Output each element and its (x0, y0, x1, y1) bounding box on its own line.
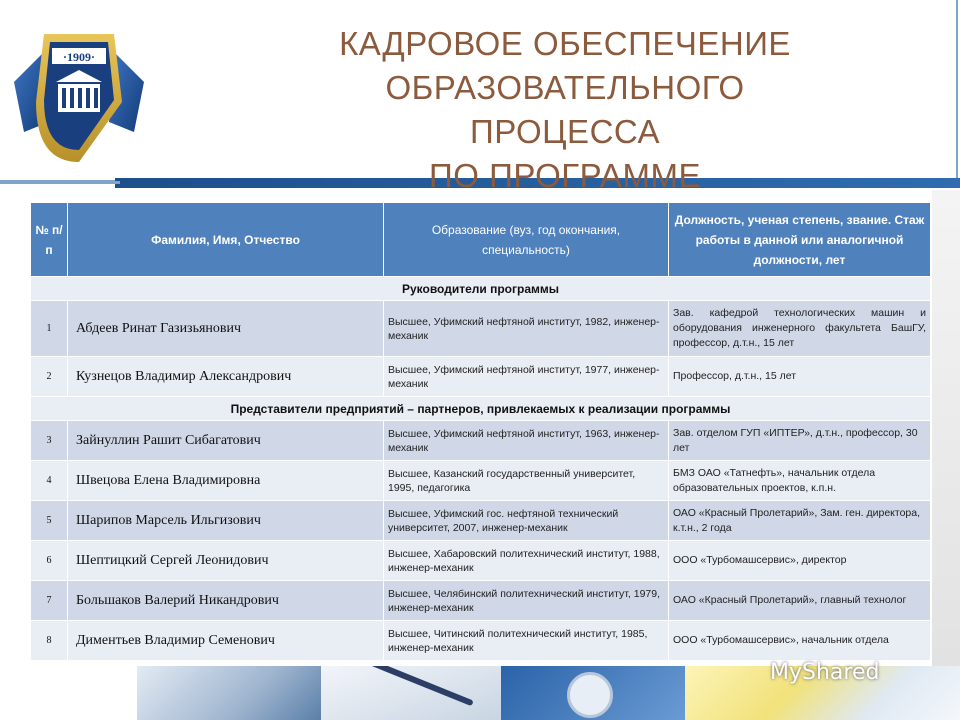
person-education: Высшее, Челябинский политехнический институт, 1979, инженер-механик (384, 581, 669, 621)
person-position: ОАО «Красный Пролетарий», Зам. ген. директора, к.т.н., 2 года (669, 501, 931, 541)
row-number: 5 (31, 501, 68, 541)
person-education: Высшее, Хабаровский политехнический институт, 1988, инженер-механик (384, 541, 669, 581)
section-title-partners: Представители предприятий – партнеров, привлекаемых к реализации программы (31, 397, 931, 421)
row-number: 8 (31, 621, 68, 661)
person-education: Высшее, Читинский политехнический институт, 1985, инженер-механик (384, 621, 669, 661)
person-name: Большаков Валерий Никандрович (68, 581, 384, 621)
person-position: ОАО «Красный Пролетарий», главный технолог (669, 581, 931, 621)
photo-laptop (137, 666, 321, 720)
table-row (31, 541, 931, 581)
university-crest-icon (4, 12, 154, 172)
stopwatch-icon (567, 672, 613, 718)
person-name: Абдеев Ринат Газизьянович (68, 301, 384, 357)
row-number: 7 (31, 581, 68, 621)
title-line-2: ОБРАЗОВАТЕЛЬНОГО ПРОЦЕССА (385, 69, 745, 150)
header-divider (0, 181, 120, 184)
person-education: Высшее, Уфимский нефтяной институт, 1963, инженер-механик (384, 421, 669, 461)
column-header-number: № п/п (31, 203, 68, 277)
table-row (31, 421, 931, 461)
person-position: ООО «Турбомашсервис», директор (669, 541, 931, 581)
person-name: Швецова Елена Владимировна (68, 461, 384, 501)
table-row (31, 357, 931, 397)
crest-year: ·1909· (62, 50, 96, 64)
table-row (31, 621, 931, 661)
table-row (31, 301, 931, 357)
staff-table (30, 202, 930, 661)
section-row-leaders (31, 277, 931, 301)
person-name: Зайнуллин Рашит Сибагатович (68, 421, 384, 461)
person-education: Высшее, Уфимский нефтяной институт, 1982, инженер-механик (384, 301, 669, 357)
page-title (290, 22, 840, 198)
table-row (31, 581, 931, 621)
person-education: Высшее, Уфимский нефтяной институт, 1977, инженер-механик (384, 357, 669, 397)
row-number: 4 (31, 461, 68, 501)
person-position: Зав. отделом ГУП «ИПТЕР», д.т.н., профессор, 30 лет (669, 421, 931, 461)
section-row-partners (31, 397, 931, 421)
person-position: Зав. кафедрой технологических машин и оборудования инженерного факультета БашГУ, профессор, д.т.н., 15 лет (669, 301, 931, 357)
section-title-leaders: Руководители программы (31, 277, 931, 301)
person-position: ООО «Турбомашсервис», начальник отдела (669, 621, 931, 661)
person-education: Высшее, Казанский государственный университет, 1995, педагогика (384, 461, 669, 501)
person-name: Шарипов Марсель Ильгизович (68, 501, 384, 541)
person-education: Высшее, Уфимский гос. нефтяной технический университет, 2007, инженер-механик (384, 501, 669, 541)
table-row (31, 461, 931, 501)
column-header-education: Образование (вуз, год окончания, специальность) (384, 203, 669, 277)
column-header-name: Фамилия, Имя, Отчество (68, 203, 384, 277)
row-number: 6 (31, 541, 68, 581)
photo-pen (321, 666, 501, 720)
row-number: 2 (31, 357, 68, 397)
person-name: Шептицкий Сергей Леонидович (68, 541, 384, 581)
title-line-3: ПО ПРОГРАММЕ (429, 157, 701, 194)
person-name: Кузнецов Владимир Александрович (68, 357, 384, 397)
row-number: 3 (31, 421, 68, 461)
slide-header (0, 0, 960, 194)
person-position: БМЗ ОАО «Татнефть», начальник отдела образовательных проектов, к.п.н. (669, 461, 931, 501)
row-number: 1 (31, 301, 68, 357)
person-position: Профессор, д.т.н., 15 лет (669, 357, 931, 397)
side-decoration (932, 190, 960, 666)
column-header-position: Должность, ученая степень, звание. Стаж работы в данной или аналогичной должности, лет (669, 203, 931, 277)
person-name: Диментьев Владимир Семенович (68, 621, 384, 661)
title-line-1: КАДРОВОЕ ОБЕСПЕЧЕНИЕ (339, 25, 791, 62)
watermark-logo: MyShared (770, 660, 880, 685)
table-header-row (31, 203, 931, 277)
table-row (31, 501, 931, 541)
